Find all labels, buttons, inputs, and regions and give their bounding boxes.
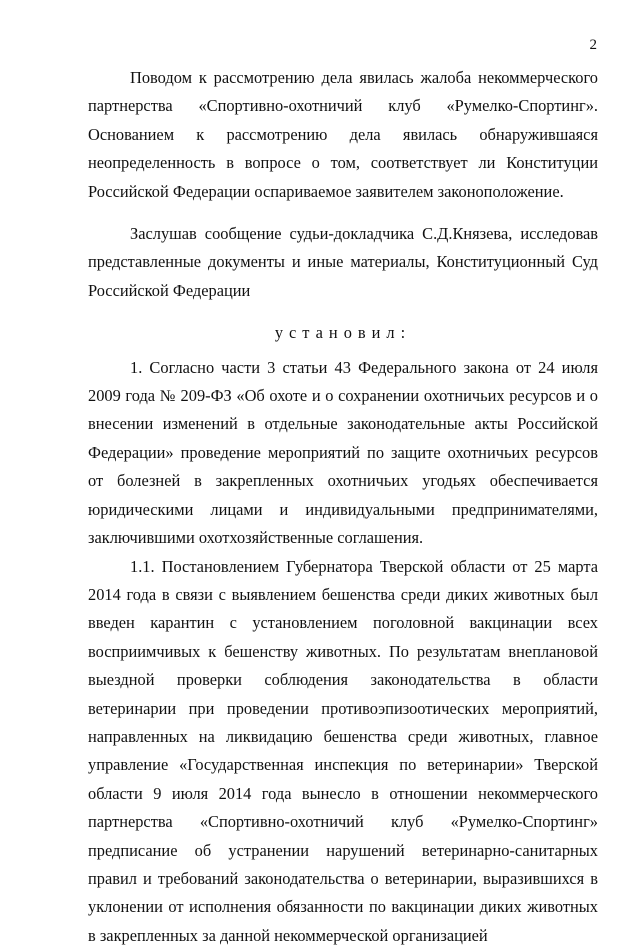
page-number: 2	[590, 36, 598, 54]
paragraph-hearing: Заслушав сообщение судьи-докладчика С.Д.Князева, исследовав представленные документы и иные материалы, Конституционный Суд Российской Федерации	[88, 220, 598, 305]
paragraph-complaint: Поводом к рассмотрению дела явилась жалоба некоммерческого партнерства «Спортивно-охотничий клуб «Румелко-Спортинг». Основанием к рассмотрению дела явилась обнаружившаяся неопределенность в вопросе о том, соответствует ли Конституции Российской Федерации оспариваемое заявителем законоположение.	[88, 64, 598, 206]
paragraph-section-1-1: 1.1. Постановлением Губернатора Тверской области от 25 марта 2014 года в связи с выявлением бешенства среди диких животных был введен карантин с установлением поголовной вакцинации всех восприимчивых к бешенству животных. По результатам внеплановой выездной проверки соблюдения законодательства в области ветеринарии при проведении противоэпизоотических мероприятий, направленных на ликвидацию бешенства среди животных, главное управление «Государственная инспекция по ветеринарии» Тверской области 9 июля 2014 года вынесло в отношении некоммерческого партнерства «Спортивно-охотничий клуб «Румелко-Спортинг» предписание об устранении нарушений ветеринарно-санитарных правил и требований законодательства о ветеринарии, выразившихся в уклонении от исполнения обязанности по вакцинации диких животных в закрепленных за данной некоммерческой организацией	[88, 553, 598, 950]
ruling-heading: установил:	[88, 319, 598, 347]
document-body	[88, 64, 598, 950]
paragraph-section-1: 1. Согласно части 3 статьи 43 Федерального закона от 24 июля 2009 года № 209-ФЗ «Об охоте и о сохранении охотничьих ресурсов и о внесении изменений в отдельные законодательные акты Российской Федерации» проведение мероприятий по защите охотничьих ресурсов от болезней в закрепленных охотничьих угодьях обеспечивается юридическими лицами и индивидуальными предпринимателями, заключившими охотхозяйственные соглашения.	[88, 354, 598, 553]
